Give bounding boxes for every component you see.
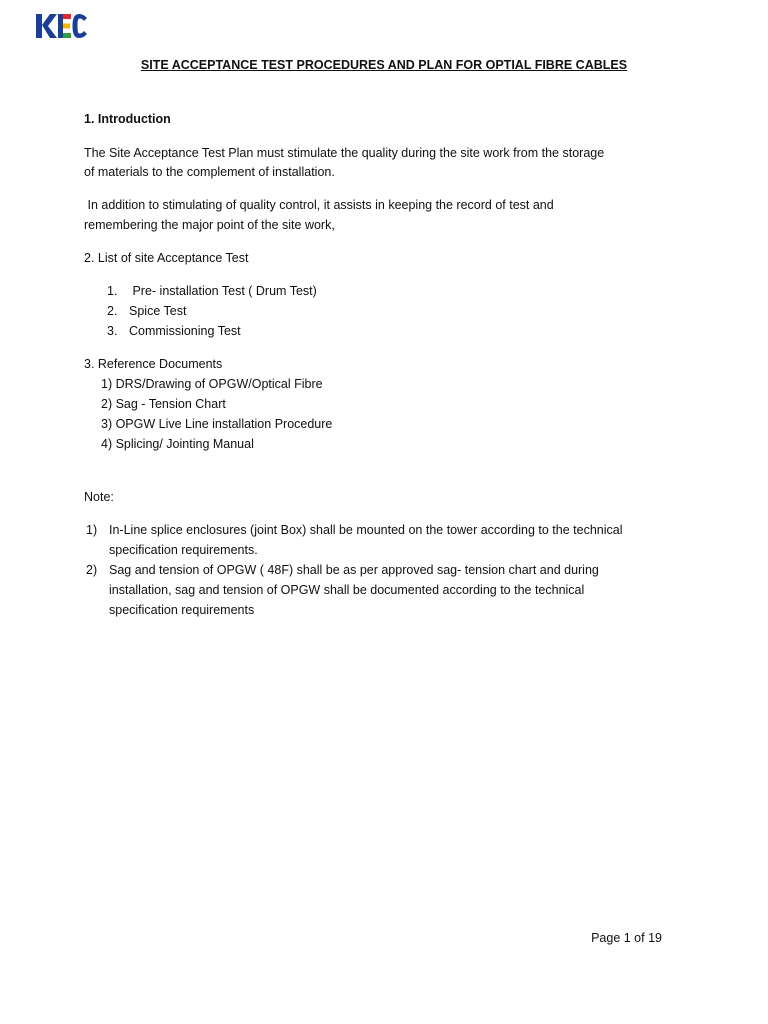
note-item-line: specification requirements: [109, 603, 255, 617]
note-item-number: 2): [86, 563, 98, 577]
references-heading: 3. Reference Documents: [84, 357, 223, 371]
test-item-label: Commissioning Test: [129, 324, 241, 338]
reference-item: 4) Splicing/ Jointing Manual: [101, 437, 254, 451]
document-title: SITE ACCEPTANCE TEST PROCEDURES AND PLAN FOR OPTIAL FIBRE CABLES: [140, 58, 628, 72]
test-item-number: 1.: [107, 284, 118, 298]
test-item-label: Pre- installation Test ( Drum Test): [129, 284, 317, 298]
intro-paragraph-1-line-1: The Site Acceptance Test Plan must stimulate the quality during the site work from the storage: [84, 146, 605, 160]
test-item-number: 3.: [107, 324, 118, 338]
reference-item: 3) OPGW Live Line installation Procedure: [101, 417, 333, 431]
kec-logo: [36, 8, 88, 42]
intro-paragraph-2-line-1: In addition to stimulating of quality control, it assists in keeping the record of test and: [84, 198, 554, 212]
intro-paragraph-2-line-2: remembering the major point of the site work,: [84, 218, 335, 232]
page-number: Page 1 of 19: [591, 931, 662, 945]
note-heading: Note:: [84, 490, 114, 504]
note-item-number: 1): [86, 523, 98, 537]
tests-heading: 2. List of site Acceptance Test: [84, 251, 249, 265]
note-item-line: installation, sag and tension of OPGW shall be documented according to the technical: [109, 583, 585, 597]
note-item-line: In-Line splice enclosures (joint Box) shall be mounted on the tower according to the technical: [109, 523, 623, 537]
note-item-line: specification requirements.: [109, 543, 258, 557]
reference-item: 1) DRS/Drawing of OPGW/Optical Fibre: [101, 377, 323, 391]
intro-heading: 1. Introduction: [84, 112, 171, 126]
note-item-line: Sag and tension of OPGW ( 48F) shall be as per approved sag- tension chart and during: [109, 563, 599, 577]
test-item-label: Spice Test: [129, 304, 187, 318]
intro-paragraph-1-line-2: of materials to the complement of installation.: [84, 165, 335, 179]
test-item-number: 2.: [107, 304, 118, 318]
reference-item: 2) Sag - Tension Chart: [101, 397, 226, 411]
